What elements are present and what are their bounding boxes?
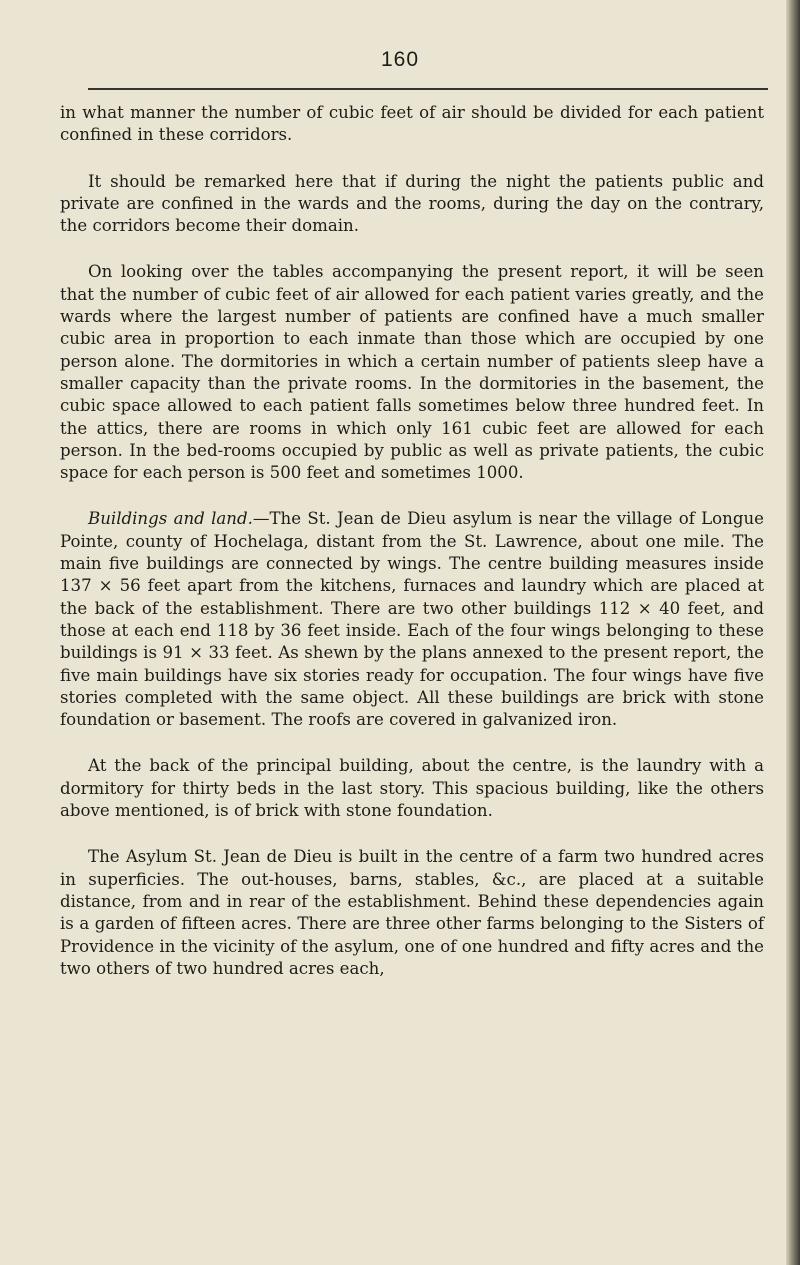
page-number: 160 [380, 48, 420, 71]
page-edge-shadow [786, 0, 800, 1265]
paragraph-4-text: —The St. Jean de Dieu asylum is near the village of Longue Pointe, county of Hochelaga, distant from the St. Lawrence, about one mile. The main five buildings are connected by wings. The centre building measures inside 137 × 56 feet apart from the kitchens, furnaces and laundry which are placed at the back of the establishment. There are two other buildings 112 × 40 feet, and those at each end 118 by 36 feet inside. Each of the four wings belonging to these buildings is 91 × 33 feet. As shewn by the plans annexed to the present report, the five main buildings have six stories ready for occupation. The four wings have five stories completed with the same object. All these buildings are brick with stone foundation or basement. The roofs are covered in galvanized iron. [60, 509, 764, 730]
paragraph-5: At the back of the principal building, about the centre, is the laundry with a dormitory for thirty beds in the last story. This spacious building, like the others above mentioned, is of brick with stone foundation. [60, 756, 764, 821]
document-body [60, 102, 764, 1004]
paragraph-4 [60, 508, 764, 731]
paragraph-1: in what manner the number of cubic feet of air should be divided for each patient confined in these corridors. [60, 103, 764, 145]
paragraph-3: On looking over the tables accompanying the present report, it will be seen that the number of cubic feet of air allowed for each patient varies greatly, and the wards where the largest number of patients are confined have a much smaller cubic area in proportion to each inmate than those which are occupied by one person alone. The dormitories in which a certain number of patients sleep have a smaller capacity than the private rooms. In the dormitories in the basement, the cubic space allowed to each patient falls sometimes below three hundred feet. In the attics, there are rooms in which only 161 cubic feet are allowed for each person. In the bed-rooms occupied by public as well as private patients, the cubic space for each person is 500 feet and sometimes 1000. [60, 262, 764, 483]
paragraph-2: It should be remarked here that if during the night the patients public and private are confined in the wards and the rooms, during the day on the contrary, the corridors become their domain. [60, 171, 764, 236]
section-heading-buildings: Buildings and land. [88, 509, 253, 529]
header-rule [88, 88, 768, 90]
paragraph-6: The Asylum St. Jean de Dieu is built in the centre of a farm two hundred acres in superficies. The out-houses, barns, stables, &c., are placed at a suitable distance, from and in rear of the establishment. Behind these dependencies again is a garden of fifteen acres. There are three other farms belonging to the Sisters of Providence in the vicinity of the asylum, one of one hundred and fifty acres and the two others of two hundred acres each, [60, 847, 764, 978]
